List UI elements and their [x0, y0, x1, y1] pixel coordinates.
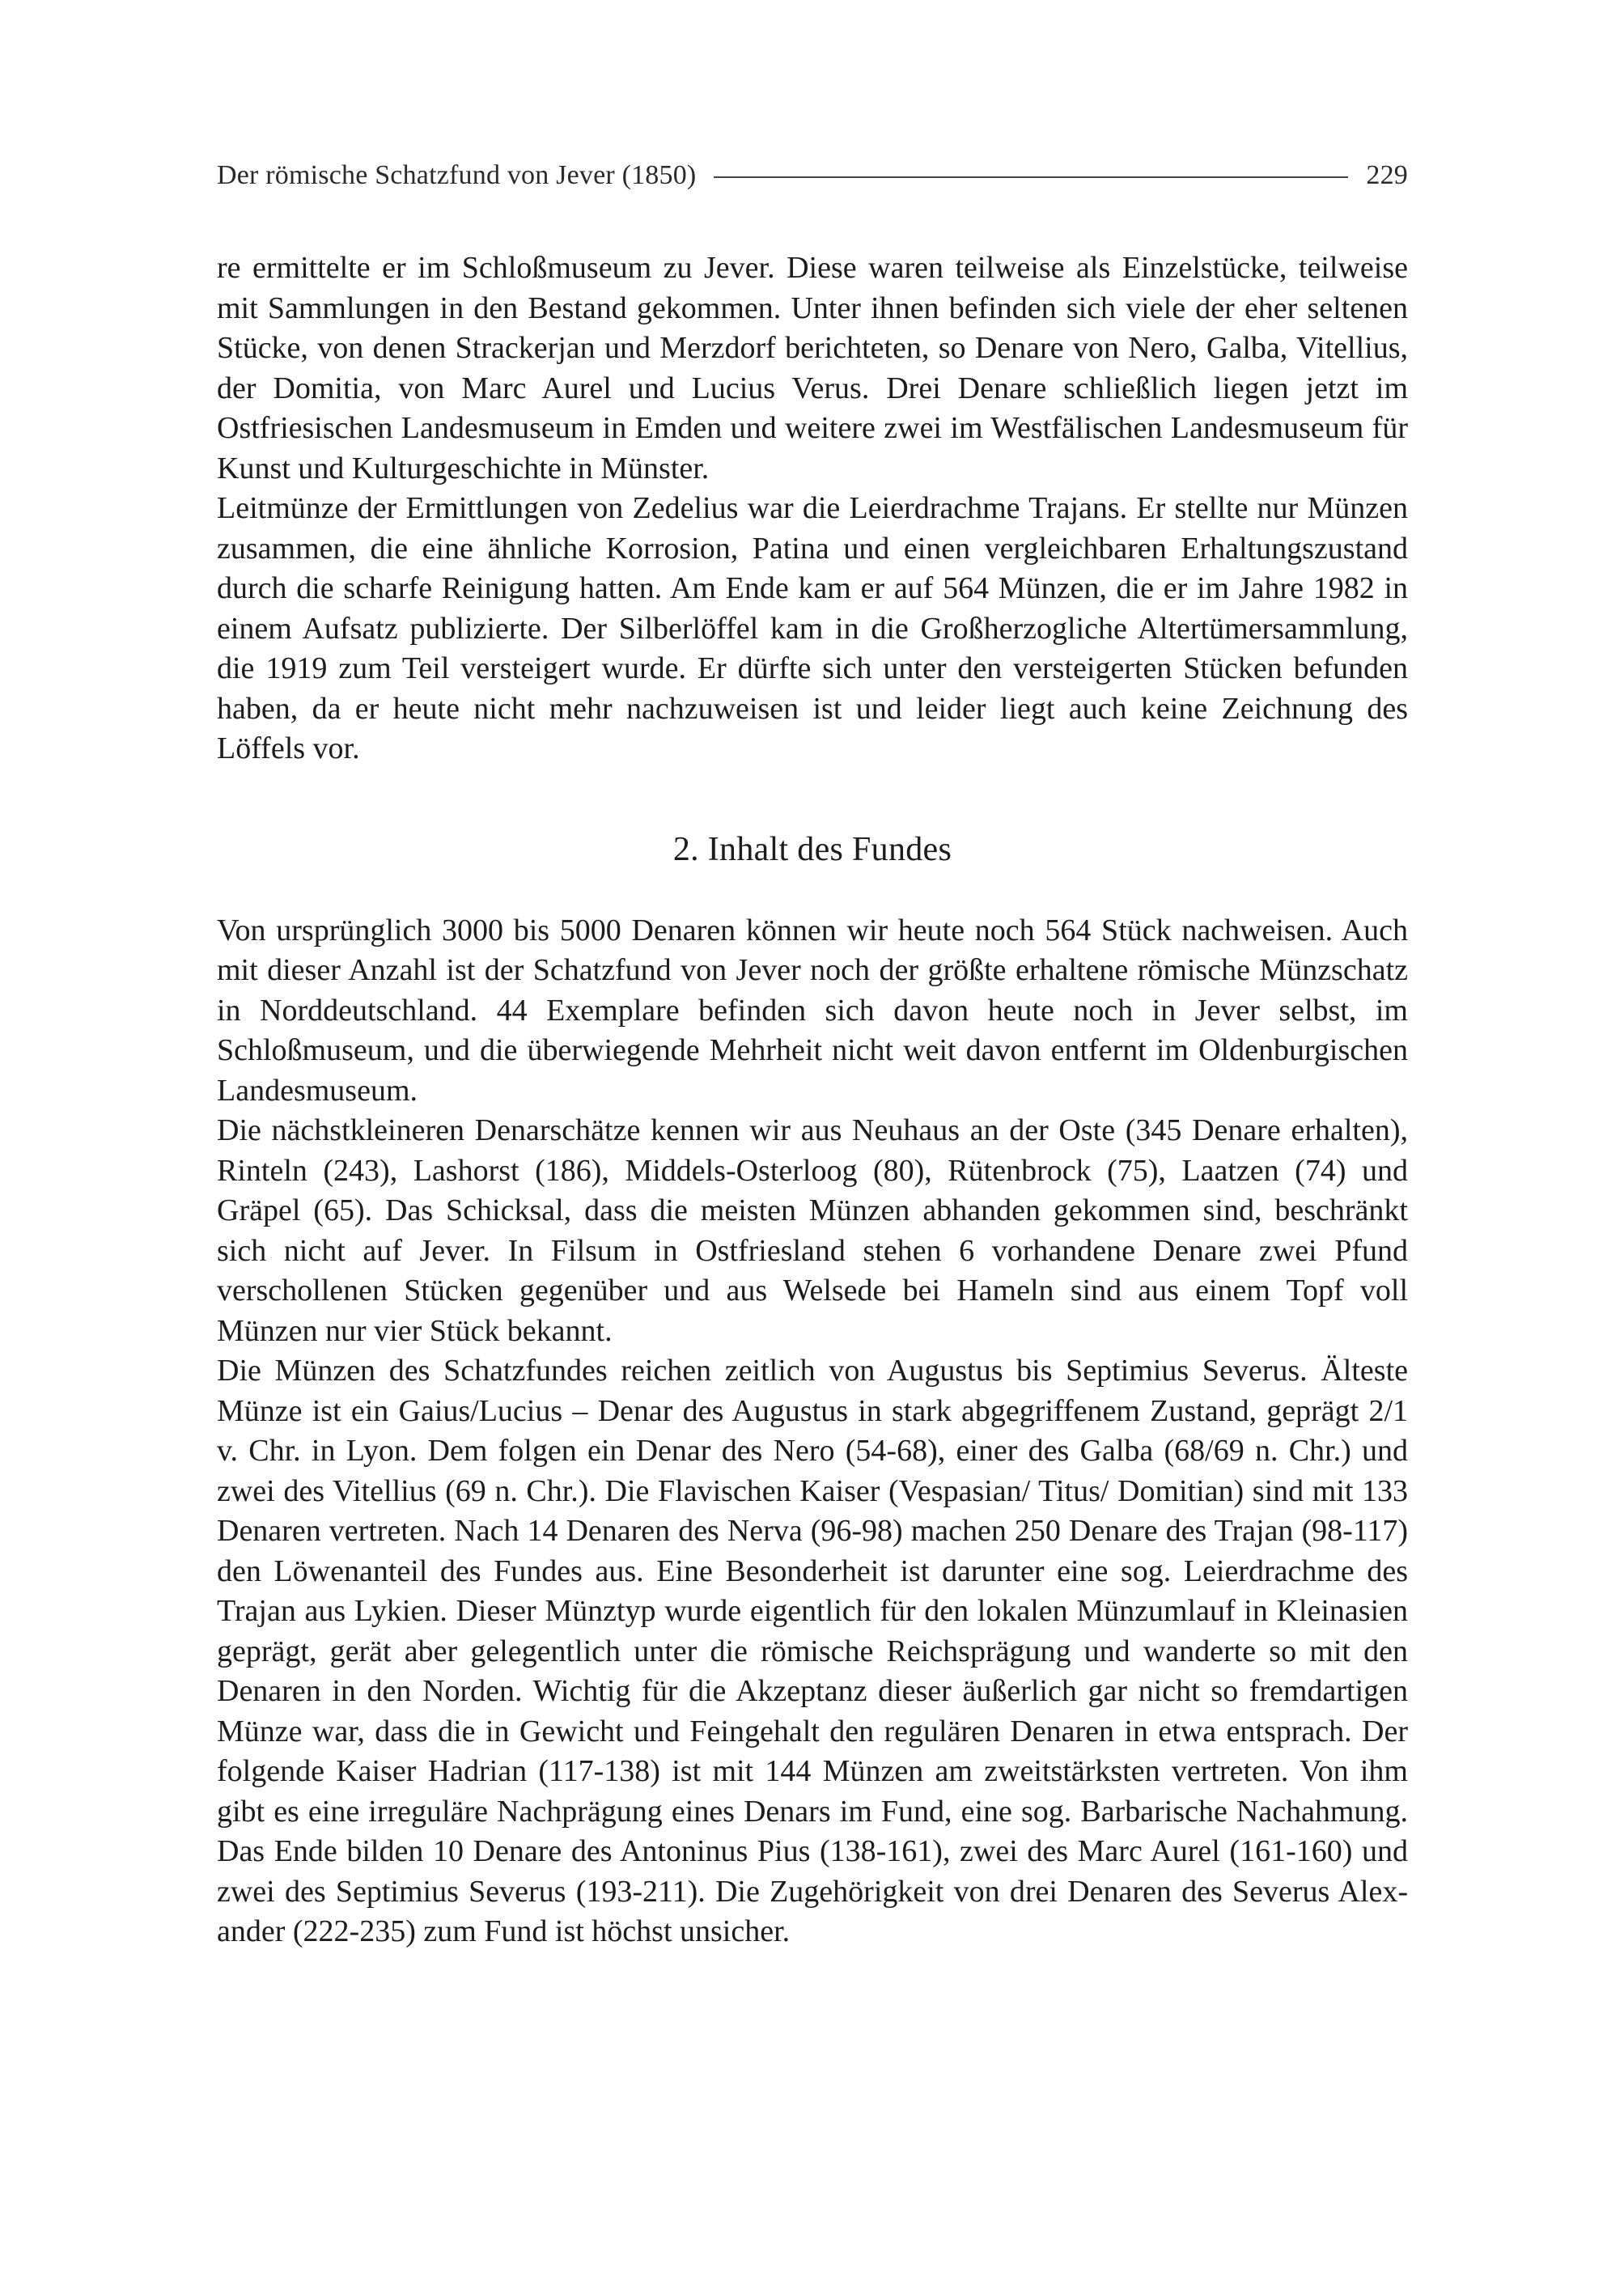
paragraph: Von ursprünglich 3000 bis 5000 Denaren können wir heute noch 564 Stück nachweisen. Auch mit dieser Anzahl ist der Schatzfund von Jever noch der größte erhaltene römische Münzschatz in Norddeutschland. 44 Exemplare befinden sich davon heute noch in Jever selbst, im Schloßmuseum, und die überwiegende Mehrheit nicht weit davon entfernt im Oldenburgischen Landesmuseum.: [217, 913, 1408, 1108]
paragraph: Leitmünze der Ermittlungen von Zedelius war die Leierdrachme Trajans. Er stellte nur Münzen zusammen, die eine ähnliche Korrosion, Patina und einen vergleichbaren Erhaltungszustand durch die scharfe Reinigung hatten. Am Ende kam er auf 564 Münzen, die er im Jahre 1982 in einem Aufsatz publizierte. Der Silberlöffel kam in die Großherzogliche Altertümersammlung, die 1919 zum Teil versteigert wurde. Er dürfte sich unter den versteigerten Stücken befunden haben, da er heute nicht mehr nachzuweisen ist und leider liegt auch keine Zeichnung des Löffels vor.: [217, 491, 1408, 765]
paragraph: re ermittelte er im Schloßmuseum zu Jever. Diese waren teilweise als Einzelstücke, teilweise mit Sammlungen in den Bestand gekommen. Unter ihnen befinden sich viele der eher seltenen Stücke, von denen Strackerjan und Merzdorf berichteten, so Denare von Nero, Galba, Vitellius, der Domitia, von Marc Aurel und Lucius Verus. Drei Denare schließlich liegen jetzt im Ostfriesischen Landesmuseum in Emden und weitere zwei im Westfälischen Landesmuseum für Kunst und Kulturgeschichte in Münster.: [217, 251, 1408, 485]
page-number: 229: [1366, 160, 1408, 190]
paragraph: Die nächstkleineren Denarschätze kennen wir aus Neuhaus an der Oste (345 Denare erhalten), Rinteln (243), Lashorst (186), Middels-Osterloog (80), Rütenbrock (75), Laatzen (74) und Gräpel (65). Das Schicksal, dass die meisten Münzen abhanden gekommen sind, beschränkt sich nicht auf Jever. In Filsum in Ostfriesland stehen 6 vorhandene Denare zwei Pfund verschollenen Stücken gegenüber und aus Welsede bei Hameln sind aus einem Topf voll Münzen nur vier Stück bekannt.: [217, 1113, 1408, 1348]
running-head-rule: [714, 176, 1348, 178]
running-head-title: Der römische Schatzfund von Jever (1850): [217, 160, 697, 190]
running-head: [217, 162, 1408, 189]
body-text: [217, 248, 1408, 1952]
section-heading: 2. Inhalt des Fundes: [672, 830, 952, 868]
paragraph: Die Münzen des Schatzfundes reichen zeitlich von Augustus bis Septimius Severus. Älteste Münze ist ein Gaius/Lucius – Denar des Augustus in stark abgegriffenem Zustand, geprägt 2/1 v. Chr. in Lyon. Dem folgen ein Denar des Nero (54-68), einer des Galba (68/69 n. Chr.) und zwei des Vitellius (69 n. Chr.). Die Flavischen Kaiser (Vespasian/ Titus/ Domitian) sind mit 133 Denaren vertreten. Nach 14 Denaren des Nerva (96-98) machen 250 Denare des Trajan (98-117) den Löwenanteil des Fundes aus. Eine Besonderheit ist darunter eine sog. Leierdrachme des Trajan aus Lykien. Dieser Münztyp wurde eigentlich für den lokalen Münzumlauf in Kleinasien geprägt, gerät aber gelegentlich unter die römische Reichsprägung und wanderte so mit den Denaren in den Norden. Wichtig für die Akzeptanz dieser äußerlich gar nicht so fremdartigen Münze war, dass die in Gewicht und Feingehalt den regulären Denaren in etwa entsprach. Der folgende Kaiser Hadrian (117-138) ist mit 144 Münzen am zweitstärksten vertreten. Von ihm gibt es eine irreguläre Nachprägung eines Denars im Fund, eine sog. Barbarische Nachahmung. Das Ende bilden 10 Denare des Antoninus Pius (138-161), zwei des Marc Aurel (161-160) und zwei des Septimius Severus (193-211). Die Zugehörigkeit von drei Denaren des Severus Alexander (222-235) zum Fund ist höchst unsicher.: [217, 1354, 1408, 1948]
document-page: [217, 162, 1408, 1952]
